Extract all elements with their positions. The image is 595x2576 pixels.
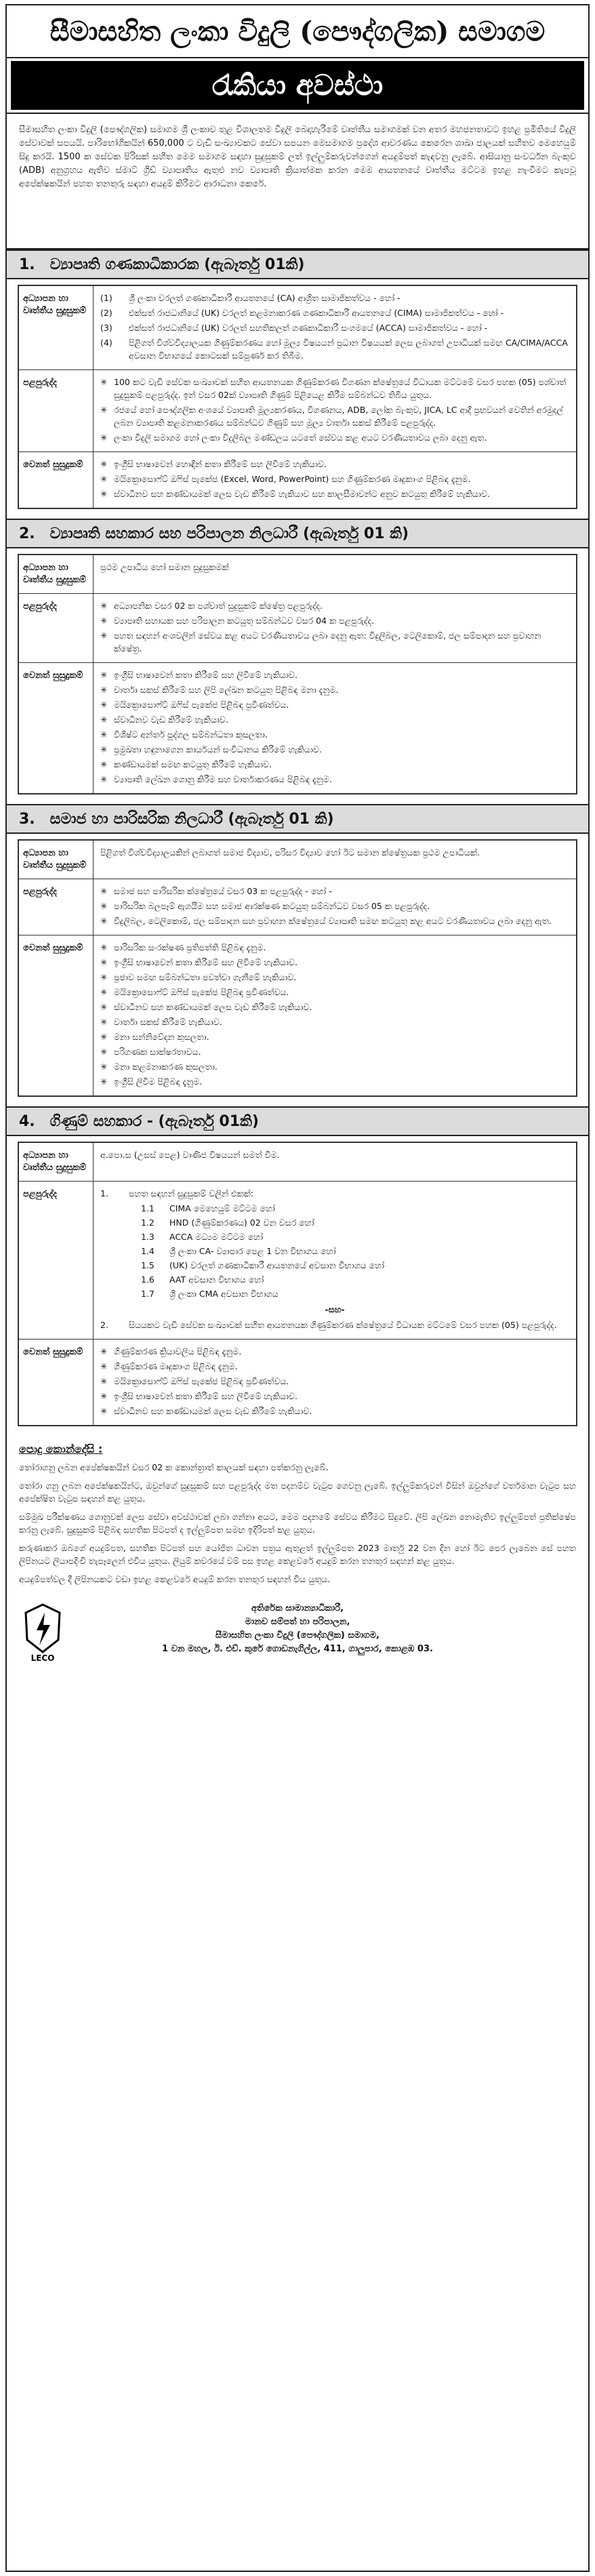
other-label: වෙනත් සුසුදුකම්	[19, 663, 94, 793]
section-2-education: ප්‍රථම උපාධිය හෝ සමාන සුදුසුකමක්	[100, 562, 229, 572]
bullet-icon: ✳	[100, 1076, 108, 1087]
intro-paragraph: සීමාසහිත ලංකා විදුලි (පෞද්ගලික) සමාගම ශ්‍රී ලංකාව තුළ විශාලතම විදුලි බෙදාහැරීමේ වෘත්තීය සමාගමක් වන අතර මහජනතාවට ඉහළ ප්‍රමිතියේ විදුලි සේවාවක් සපයයි. පාරිභෝගිකයින් 650,000 ට වැඩි සංඛ්‍යාවකට සේවා සපයන මෙසමාගම ප්‍රදේශ ආවරණය කෙරෙන ශාඛා ජාලයක් සහිතව මෙහෙයුම් සිදු කරයි. 1500 ක සේවක පිරිසක් සහිත මෙම සමාගම සඳහා සුදුසුකම් ලත් ඉල්ලුම්කරුවන්ගෙන් අයදුම්පත් කැඳවනු ලැබේ. ආසියානු සංවර්ධන බැංකුව (ADB) අනුග්‍රහය ඇතිව ස්මාට් ග්‍රිඩ් ව්‍යාපෘතිය ඇතුළු නව ව්‍යාපෘති ක්‍රියාත්මක කරන මෙම ආයතනයේ වෘත්තීය මට්ටම ඉහළ නැංවීමට කැපවූ අපේක්ෂකයින් පහත තනතුරු සඳහා අයදුම් කිරීමට ආරාධනා කෙරේ.	[7, 114, 588, 249]
bullet-icon: ✳	[100, 630, 108, 641]
bullet-icon: ✳	[100, 1376, 108, 1386]
bullet-icon: ✳	[100, 601, 108, 611]
bullet-icon: ✳	[100, 942, 108, 952]
general-paragraphs	[19, 1461, 576, 1586]
section-1-heading: ව්‍යාපෘති ගණකාධිකාරක (ඇබෑර්තු 01කි)	[49, 256, 305, 273]
list-item	[100, 773, 569, 786]
list-item	[100, 1075, 569, 1088]
section-2-education-row	[19, 555, 576, 594]
bullet-icon: ✳	[100, 1346, 108, 1356]
list-item-text: වාර්තා සකස් කිරීමේ සහ ලිපි ලේඛන කටයුතු පිළිබඳ මනා දැනුම.	[114, 685, 339, 695]
exp-sub-list	[100, 1202, 569, 1300]
list-item-text: මයික්‍රොසොෆ්ට් ඔෆිස් පැකේජ පිළිබඳ ප්‍රවීණත්වය.	[114, 1376, 289, 1386]
list-item-text: ව්‍යාපෘති සහායක සහ පරිපාලන කටයුතු සම්බන්ධව වසර 04 ක පළපුරුද්ද.	[114, 616, 375, 626]
list-item	[100, 1030, 569, 1043]
list-item	[100, 668, 569, 681]
list-item	[100, 1345, 569, 1358]
section-1-other	[94, 452, 576, 508]
list-item-text: ස්වාධීනව සහ කණ්ඩායමක් ලෙස වැඩ කිරීමේ හැකියාව සහ කාලසීමාවන්ට අනුව කටයුතු කිරීමේ හැකියාව.	[114, 489, 490, 499]
bullet-icon: ✳	[100, 700, 108, 710]
section-4-title	[7, 1106, 588, 1136]
section-4-education: අ.පො.ස (උසස් පෙළ) වාණිජ විෂයයන් සමත් වීම.	[100, 1150, 280, 1160]
list-item	[100, 599, 569, 612]
bullet-icon: ✳	[100, 744, 108, 754]
list-item-number: (3)	[100, 323, 112, 333]
list-item	[100, 487, 569, 500]
bullet-icon: ✳	[100, 987, 108, 997]
section-2-table	[18, 554, 577, 794]
list-item	[100, 629, 569, 655]
list-item	[100, 941, 569, 954]
sub-item-number: 1.4	[141, 1246, 155, 1256]
list-item-text: ඉංග්‍රීසි ලිවීම පිළිබඳ දැනුම.	[114, 1076, 203, 1087]
bullet-icon: ✳	[100, 1032, 108, 1042]
sub-list-item	[141, 1230, 569, 1243]
sub-item-number: 1.3	[141, 1232, 155, 1242]
bullet-icon: ✳	[100, 957, 108, 967]
list-item	[100, 914, 569, 927]
section-4-table	[18, 1142, 577, 1426]
education-label: අධ්‍යාපන හා වෘත්තීය සුදුසුකම්	[19, 286, 94, 369]
list-item-text: එක්සත් රාජධානියේ (UK) වරලත් කළමනාකරණ ගණකාධිකාරී ආයතනයේ (CIMA) සාමාජිකත්වය - හෝ -	[129, 308, 504, 318]
list-item-text: මයික්‍රොසොෆ්ට් ඔෆිස් පැකේජ පිළිබඳ ප්‍රවීණත්වය.	[114, 987, 289, 997]
section-2-number: 2.	[19, 525, 35, 542]
address-line-1: අතිරේක සාමාන්‍යාධිකාරී,	[251, 1603, 344, 1613]
sub-item-text: ශ්‍රී ලංකා CMA අවසාන විභාගය	[169, 1289, 279, 1299]
sub-item-text: AAT අවසාන විභාගය හෝ	[169, 1274, 264, 1285]
vacancies-title: රැකියා අවස්ථා	[11, 61, 584, 110]
bullet-icon: ✳	[100, 774, 108, 784]
org-name: සීමාසහිත ලංකා විදුලි (පෞද්ගලික) සමාගම	[7, 5, 588, 58]
bullet-icon: ✳	[100, 1406, 108, 1416]
section-4-other	[94, 1340, 576, 1425]
section-2-experience-row	[19, 594, 576, 663]
sub-list-item	[141, 1273, 569, 1286]
education-label: අධ්‍යාපන හා වෘත්තීය සුදුසුකම්	[19, 555, 94, 593]
list-item-text: වාර්තා සකස් කිරීමේ හැකියාව.	[114, 1017, 222, 1027]
section-3-heading: සමාජ හා පාරිසරික නිලධාරී (ඇබෑර්තු 01 කි)	[49, 810, 334, 828]
list-item	[100, 713, 569, 726]
sub-item-number: 1.1	[141, 1203, 155, 1213]
list-item	[100, 431, 569, 444]
list-item-text: කණ්ඩායමක් සමඟ කටයුතු කිරීමේ හැකියාව.	[114, 759, 272, 769]
list-item-text: මනා සන්නිවේදන කුසලතා.	[114, 1032, 209, 1042]
list-item	[100, 1405, 569, 1417]
bullet-icon: ✳	[100, 972, 108, 982]
list-item-text: ස්වාධීනව සහ කණ්ඩායමක් ලෙස වැඩ කිරීමේ හැකියාව.	[114, 1002, 312, 1012]
list-item-text: විශිෂ්ට අන්තර් පුද්ගල සම්බන්ධතා කුසලතා.	[114, 729, 268, 740]
general-paragraph: කරුණාකර ඔබගේ අයදුම්පත, සහතික පිටපත් සහ යෝජිත ධාවන පත්‍රය ඇතුළත් ඉල්ලුම්පත 2023 මාර්තු 22 වන දින හෝ ඊට පෙර ලැබෙන සේ පහත ලිපිනයට ලියාපදිංචි තැපෑලෙන් එවිය යුතුය. ලියුම් කවරයේ වම් පස ඉහළ කෙළවරේ අයදුම් කරන තනතුර සඳහන් කළ යුතුය.	[19, 1543, 576, 1566]
other-label: වෙනත් සුසුදුකම්	[19, 935, 94, 1095]
section-2-other-row	[19, 663, 576, 793]
section-3-education: පිළිගත් විශ්වවිද්‍යාලයකින් ලබාගත් සමාජ විද්‍යාව, පරිසර විද්‍යාව හෝ ඊට සමාන ක්ෂේත්‍රයක ප්‍රථම උපාධියක්.	[100, 847, 480, 858]
section-3-experience	[94, 879, 576, 935]
exp-intro: පහත සඳහන් සුදුසුකම් වලින් එකක්:	[129, 1188, 254, 1199]
logo-text: LECO	[30, 1653, 55, 1663]
sub-list-item	[141, 1259, 569, 1272]
sub-item-text: ACCA මධ්‍යම මට්ටම හෝ	[169, 1232, 264, 1242]
list-item-text: විදුලිබල, ටෙලිකොම්, ජල සම්පාදන සහ ප්‍රවාහන ක්ෂේත්‍රයේ ව්‍යාපෘති සමඟ කටයුතු කළ අයට වරණීයතාවය ලබා දෙනු ඇත.	[114, 916, 552, 926]
bullet-icon: ✳	[100, 916, 108, 926]
list-item: 2. සියයකට වැඩි සේවක සංඛ්‍යාවක් සහිත ආයතනයක ගිණුම්කරණ ක්ෂේත්‍රයේ විධායක මට්ටමේ වසර පහක (05) පළපුරුද්ද.	[100, 1319, 569, 1331]
list-item-text: පරිගණක සාක්ෂරතාවය.	[114, 1047, 201, 1057]
experience-label: පළපුරුද්ද	[19, 879, 94, 935]
list-item-text: ලංකා විදුලි සමාගම හෝ ලංකා විදුලිබල මණ්ඩලය යටතේ සේවය කළ අයට වරණීයතාවය ලබා දෙනු ඇත.	[114, 432, 487, 443]
section-4-education-row	[19, 1143, 576, 1182]
list-item-text: සමාජ සහ පාරිසරික ක්ෂේත්‍රයේ වසර 03 ක පළපුරුද්ද - හෝ -	[114, 886, 332, 896]
section-1-table	[18, 285, 577, 509]
address-line-3: සීමාසහිත ලංකා විදුලි (පෞද්ගලික) සමාගම,	[216, 1630, 379, 1641]
bullet-icon: ✳	[100, 377, 108, 387]
list-item-text: ශ්‍රී ලංකා වරලත් ගණකාධිකාරී ආයතනයේ (CA) ආශ්‍රිත සාමාජිකත්වය - හෝ -	[129, 293, 401, 303]
section-1-education	[94, 286, 576, 369]
bullet-icon: ✳	[100, 715, 108, 725]
list-item-number: (1)	[100, 293, 112, 303]
exp-final: සියයකට වැඩි සේවක සංඛ්‍යාවක් සහිත ආයතනයක ගිණුම්කරණ ක්ෂේත්‍රයේ විධායක මට්ටමේ වසර පහක (05) පළපුරුද්ද.	[129, 1320, 557, 1330]
list-item-number: (2)	[100, 308, 112, 318]
list-item-text: පිළිගත් විශ්වවිද්‍යාලයක ගිණුම්කරණය හෝ මූල්‍ය විෂයයන් ප්‍රධාන විෂයයක් ලෙස ලබාගත් උපාධියක් සමඟ CA/CIMA/ACCA අවසාන විභාගයේ කොටසක් සම්පූර්ණ කර තිබීම.	[129, 338, 568, 361]
education-label: අධ්‍යාපන හා වෘත්තීය සුදුසුකම්	[19, 1143, 94, 1181]
list-item	[100, 472, 569, 485]
education-label: අධ්‍යාපන හා වෘත්තීය සුදුසුකම්	[19, 841, 94, 879]
section-3-education-row	[19, 841, 576, 879]
experience-label: පළපුරුද්ද	[19, 370, 94, 451]
bullet-icon: ✳	[100, 670, 108, 680]
list-item	[100, 743, 569, 756]
list-item	[100, 683, 569, 696]
list-item	[100, 291, 569, 304]
bullet-icon: ✳	[100, 489, 108, 499]
bullet-icon: ✳	[100, 1062, 108, 1072]
list-item-number: (4)	[100, 338, 112, 348]
advertisement-page	[5, 4, 590, 2572]
list-item-text: 100 කට වැඩි සේවක සංඛ්‍යාවක් සහිත ආයතනයක ගිණුම්කරණ විගණන ක්ෂේත්‍රයේ විධායක මට්ටමේ වසර පහක (05) පශ්චාත් සුදුසුකම් පළපුරුද්ද. ඉන් වසර 02ක් ව්‍යාපෘති ගිණුම් පිළියෙළ කිරීම සම්බන්ධව තිබිය යුතුය.	[114, 377, 567, 400]
section-3-title	[7, 804, 588, 834]
section-3-other	[94, 935, 576, 1095]
list-item-text: ව්‍යාපෘති ලේඛන ගොනු කිරීම සහ වාර්තාකරණය පිළිබඳ දැනුම.	[114, 774, 332, 784]
sub-item-text: (UK) වරලත් ගණකාධිකාරී ආයතනයේ අවසාන විභාගය හෝ	[169, 1260, 385, 1270]
section-1-number: 1.	[19, 256, 35, 273]
bullet-icon: ✳	[100, 1047, 108, 1057]
list-item-text: ඉංග්‍රීසි භාෂාවෙන් කතා කිරීමේ සහ ලිවීමේ හැකියාව.	[114, 1391, 298, 1401]
list-item-text: පහත සඳහන් අංශවලින් සේවය කළ අයට වරණීයතාවය ලබා දෙනු ඇත: විදුලිබල, ටෙලිකොම්, ජල සම්පාදන සහ ප්‍රවාහන ක්ෂේත්‍ර.	[114, 630, 541, 653]
list-item-text: මයික්‍රොසොෆ්ට් ඔෆිස් පැකේජ (Excel, Word, PowerPoint) සහ ගිණුම්කරණ මෘදුකාංග පිළිබඳ දැනුම.	[114, 474, 471, 484]
section-3-other-row	[19, 935, 576, 1095]
section-1-title	[7, 249, 588, 279]
list-item	[100, 614, 569, 627]
section-3-experience-row	[19, 879, 576, 935]
section-4-heading: ගිණුම් සහකාර - (ඇබෑර්තු 01කි)	[49, 1112, 259, 1130]
list-item	[100, 403, 569, 429]
list-item-text: රජයේ හෝ පෞද්ගලික අංශයේ ව්‍යාපෘති මූල්‍යකරණය, විගණනය, ADB, ලෝක බැංකුව, JICA, LC ආදී ප්‍රභවයන් වෙතින් අරමුදල් ලබන ව්‍යාපෘති කළමනාකරණය සම්බන්ධව ගිණුම් සහ මූල්‍ය වාර්තා සකස් කිරීමේ පළපුරුද්ද.	[114, 405, 564, 428]
list-item	[100, 1060, 569, 1073]
list-item-text: පාරිසරික සංරක්ෂණ ප්‍රතිපත්ති පිළිබඳ දැනුම.	[114, 942, 266, 952]
list-item: 1. පහත සඳහන් සුදුසුකම් වලින් එකක්:	[100, 1187, 569, 1200]
list-item-text: මයික්‍රොසොෆ්ට් ඔෆිස් පැකේජ පිළිබඳ ප්‍රවීණත්වය.	[114, 700, 289, 710]
section-4-number: 4.	[19, 1112, 35, 1130]
sub-item-number: 1.5	[141, 1260, 155, 1270]
list-item-text: ප්‍රමුඛතා හඳුනාගෙන කාර්යයන් සංවිධානය කිරීමේ හැකියාව.	[114, 744, 322, 754]
bullet-icon: ✳	[100, 729, 108, 740]
bullet-icon: ✳	[100, 432, 108, 443]
experience-label: පළපුරුද්ද	[19, 594, 94, 662]
list-item	[100, 971, 569, 984]
bullet-icon: ✳	[100, 616, 108, 626]
other-label: වෙනත් සුසුදුකම්	[19, 1340, 94, 1425]
list-item	[100, 900, 569, 912]
list-item	[100, 758, 569, 771]
list-item	[100, 956, 569, 969]
section-1-education-row	[19, 286, 576, 370]
sub-list-item	[141, 1245, 569, 1257]
sub-list-item	[141, 1202, 569, 1215]
general-title: පොදු කොන්දේසි :	[19, 1443, 103, 1455]
address-block	[66, 1602, 576, 1663]
list-item-text: ගිණුම්කරණ ක්‍රියාවලිය පිළිබඳ දැනුම.	[114, 1346, 242, 1356]
list-item	[100, 1045, 569, 1058]
sub-item-number: 1.2	[141, 1217, 155, 1228]
bullet-icon: ✳	[100, 886, 108, 896]
bullet-icon: ✳	[100, 759, 108, 769]
list-item-text: අධ්‍යාපනික වසර 02 ක පශ්චාත් සුදුසුකම් ක්ෂේත්‍ර පළපුරුද්ද.	[114, 601, 323, 611]
experience-label: පළපුරුද්ද	[19, 1182, 94, 1339]
list-item-text: ස්වාධීනව වැඩ කිරීමේ හැකියාව.	[114, 715, 228, 725]
list-item	[100, 885, 569, 898]
sub-item-text: CIMA මෙහෙයුම් මට්ටම හෝ	[169, 1203, 275, 1213]
list-item	[100, 458, 569, 470]
bullet-icon: ✳	[100, 685, 108, 695]
bullet-icon: ✳	[100, 1391, 108, 1401]
sub-list-item	[141, 1287, 569, 1300]
list-item	[100, 1375, 569, 1388]
general-conditions	[7, 1436, 588, 1598]
bullet-icon: ✳	[100, 405, 108, 415]
and-separator: -සහ-	[325, 1304, 345, 1314]
list-item-text: ගිණුම්කරණ මෘදුකාංග පිළිබඳ දැනුම.	[114, 1361, 238, 1371]
address-line-4: 1 වන මහල, ඊ. එච්. කූරේ ගොඩනැගිල්ල, 411, ගාලුපාර, කොළඹ 03.	[162, 1644, 433, 1654]
sub-item-number: 1.6	[141, 1274, 155, 1285]
bullet-icon: ✳	[100, 1002, 108, 1012]
section-3-table	[18, 839, 577, 1097]
list-item-text: ඉංග්‍රීසි භාෂාවෙන් හොඳින් කතා කිරීමේ සහ ලිවීමේ හැකියාව.	[114, 459, 327, 469]
vacancies-banner	[7, 58, 588, 114]
list-item	[100, 1390, 569, 1403]
sub-item-text: ශ්‍රී ලංකා CA- ව්‍යාපාර පෙළ 1 වන විභාගය හෝ	[169, 1246, 336, 1256]
general-paragraph: තෝරාගනු ලබන අපේක්ෂකයින් වසර 02 ක කොන්ත්‍රාත් කාලයක් සඳහා පත්කරනු ලැබේ.	[19, 1462, 329, 1472]
list-item-text: ස්වාධීනව සහ කණ්ඩායමක් ලෙස වැඩ කිරීමේ හැකියාව.	[114, 1406, 312, 1416]
bullet-icon: ✳	[100, 1361, 108, 1371]
list-item	[100, 321, 569, 334]
section-4-experience-row	[19, 1182, 576, 1340]
other-label: වෙනත් සුසුදුකම්	[19, 452, 94, 508]
section-4-experience	[94, 1182, 576, 1339]
footer	[7, 1598, 588, 1667]
section-2-other	[94, 663, 576, 793]
list-item-text: ඉංග්‍රීසි භාෂාවෙන් කතා කිරීමේ සහ ලිවීමේ හැකියාව.	[114, 957, 298, 967]
bullet-icon: ✳	[100, 901, 108, 911]
list-item-text: ඉංග්‍රීසි භාෂාවෙන් කතා කිරීමේ සහ ලිවීමේ හැකියාව.	[114, 670, 298, 680]
list-item	[100, 1001, 569, 1013]
section-2-heading: ව්‍යාපෘති සහකාර සහ පරිපාලන නිලධාරී (ඇබෑර්තු 01 කි)	[49, 525, 409, 542]
sub-item-text: HND (ගිණුම්කරණය) 02 වන වසර හෝ	[169, 1217, 314, 1228]
list-item	[100, 1015, 569, 1028]
section-2-experience	[94, 594, 576, 662]
section-1-experience	[94, 370, 576, 451]
list-item	[100, 986, 569, 999]
section-4-other-row	[19, 1340, 576, 1425]
general-paragraph: අයදුම්පත්වල දී ලිපිනයකට වඩා ඉහළ කෙළවරේ අයදුම් කරන තනතුර සඳහන් විය යුතුය.	[19, 1574, 331, 1584]
list-item	[100, 336, 569, 362]
sub-item-number: 1.7	[141, 1289, 155, 1299]
list-item	[100, 376, 569, 401]
list-item-text: ප්‍රජාව සමඟ සම්බන්ධතා පවත්වා ගැනීමේ හැකියාව.	[114, 972, 297, 982]
list-item	[100, 306, 569, 319]
leco-logo	[19, 1602, 66, 1663]
list-item	[100, 1360, 569, 1373]
general-paragraph: සම්මුඛ පරීක්ෂණය ගොනුවක් ලෙස සේවා අවස්ථාවක් ලබා ගන්නා අයට, මෙම පදනමේ සේවය කිරීමට සිදුවේ. ලිපි ලේඛන නොමැතිව ඉල්ලුම්පත් ප්‍රතික්ෂේප කරනු ලැබේ. සුදුසුකම් පිළිබඳ සහතික පිටපත් ද ඉල්ලුම්පත සමඟ ඉදිරිපත් කළ යුතුය.	[19, 1512, 576, 1535]
bullet-icon: ✳	[100, 1017, 108, 1027]
sub-list-item	[141, 1216, 569, 1229]
section-1-experience-row	[19, 370, 576, 452]
general-paragraph: තෝරා ගනු ලබන අපේක්ෂකයින්ට, ඔවුන්ගේ සුදුසුකම් සහ පළපුරුද්ද මත පදනම්ව වැටුප ගෙවනු ලැබේ. ඉල්ලුම්කරුවන් විසින් ඔවුන්ගේ වර්තමාන වැටුප සහ අපේක්ෂිත වැටුප සඳහන් කළ යුතුය.	[19, 1481, 576, 1504]
section-2-title	[7, 519, 588, 548]
section-1-other-row	[19, 452, 576, 508]
list-item-text: එක්සත් රාජධානියේ (UK) වරලත් සහතිකලත් ගණකාධිකාරී සංගමයේ (ACCA) සාමාජිකත්වය - හෝ -	[129, 323, 488, 333]
address-line-2: මානව සම්පත් හා පරිපාලන,	[245, 1617, 350, 1627]
section-3-number: 3.	[19, 810, 35, 828]
bullet-icon: ✳	[100, 459, 108, 469]
bullet-icon: ✳	[100, 474, 108, 484]
list-item-text: පාරිසරික බලපෑම් ඇගයීම සහ සමාජ ආරක්ෂණ කටයුතු සම්බන්ධව වසර 05 ක පළපුරුද්ද.	[114, 901, 430, 911]
list-item	[100, 698, 569, 711]
list-item-text: මනා කළමනාකරණ කුසලතා.	[114, 1062, 218, 1072]
list-item	[100, 728, 569, 741]
